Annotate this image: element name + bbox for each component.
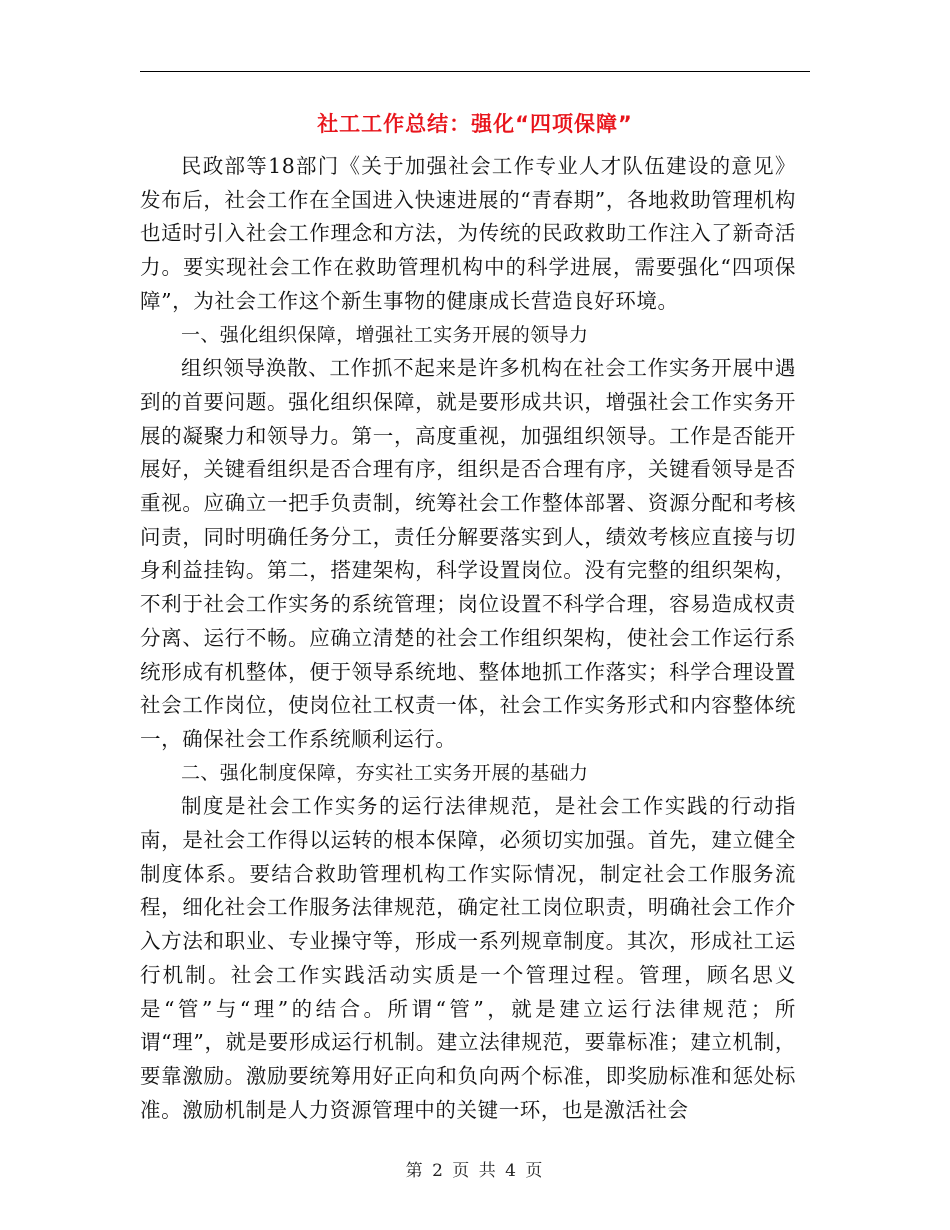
body-text (140, 150, 796, 1127)
header-rule (140, 71, 810, 72)
paragraph-section-2: 制度是社会工作实务的运行法律规范，是社会工作实践的行动指南，是社会工作得以运转的根本保障，必须切实加强。首先，建立健全制度体系。要结合救助管理机构工作实际情况，制定社会工作服务流程，细化社会工作服务法律规范，确定社工岗位职责，明确社会工作介入方法和职业、专业操守等，形成一系列规章制度。其次，形成社工运行机制。社会工作实践活动实质是一个管理过程。管理，顾名思义是“管”与“理”的结合。所谓“管”，就是建立运行法律规范；所谓“理”，就是要形成运行机制。建立法律规范，要靠标准；建立机制，要靠激励。激励要统筹用好正向和负向两个标准，即奖励标准和惩处标准。激励机制是人力资源管理中的关键一环，也是激活社会 (140, 794, 796, 1122)
page-footer: 第 2 页 共 4 页 (405, 1161, 545, 1181)
section-heading-2: 二、强化制度保障，夯实社工实务开展的基础力 (181, 761, 589, 784)
section-heading-1: 一、强化组织保障，增强社工实务开展的领导力 (181, 323, 589, 346)
paragraph-intro: 民政部等18部门《关于加强社会工作专业人才队伍建设的意见》发布后，社会工作在全国进入快速进展的“青春期”，各地救助管理机构也适时引入社会工作理念和方法，为传统的民政救助工作注入了新奇活力。要实现社会工作在救助管理机构中的科学进展，需要强化“四项保障”，为社会工作这个新生事物的健康成长营造良好环境。 (140, 154, 796, 313)
paragraph-section-1: 组织领导涣散、工作抓不起来是许多机构在社会工作实务开展中遇到的首要问题。强化组织保障，就是要形成共识，增强社会工作实务开展的凝聚力和领导力。第一，高度重视，加强组织领导。工作是否能开展好，关键看组织是否合理有序，组织是否合理有序，关键看领导是否重视。应确立一把手负责制，统筹社会工作整体部署、资源分配和考核问责，同时明确任务分工，责任分解要落实到人，绩效考核应直接与切身利益挂钩。第二，搭建架构，科学设置岗位。没有完整的组织架构，不利于社会工作实务的系统管理；岗位设置不科学合理，容易造成权责分离、运行不畅。应确立清楚的社会工作组织架构，使社会工作运行系统形成有机整体，便于领导系统地、整体地抓工作落实；科学合理设置社会工作岗位，使岗位社工权责一体，社会工作实务形式和内容整体统一，确保社会工作系统顺利运行。 (140, 356, 796, 751)
page-title: 社工工作总结：强化“四项保障” (317, 112, 633, 136)
